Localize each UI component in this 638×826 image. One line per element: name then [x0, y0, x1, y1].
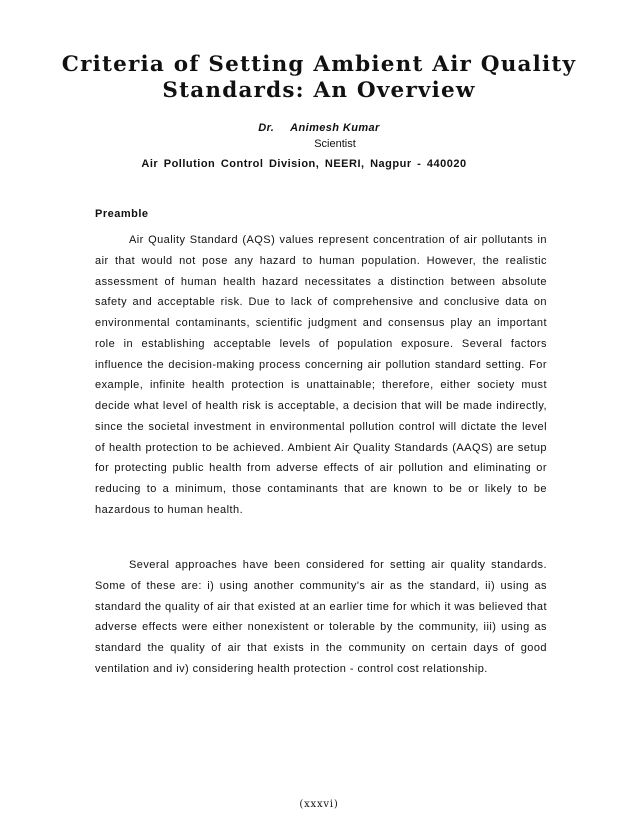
page-number: (xxxvi) [299, 799, 339, 810]
author-prefix: Dr. [258, 122, 275, 134]
author-role: Scientist [314, 138, 356, 150]
document-title: Criteria of Setting Ambient Air Quality Standards: An Overview [61, 52, 577, 103]
section-heading-preamble: Preamble [95, 208, 149, 220]
body-paragraph: Several approaches have been considered for setting air quality standards. Some of these are: i) using another community's air as the standard, ii) using as standard the quality of air that existed at an earlier time for which it was believed that adverse effects were either nonexistent or tolerable by the community, iii) using as standard the quality of air that exists in the community on certain days of good ventilation and iv) considering health protection - control cost relationship. [95, 559, 547, 675]
author-name: Animesh Kumar [290, 122, 380, 134]
affiliation: Air Pollution Control Division, NEERI, Nagpur - 440020 [141, 158, 467, 170]
body-paragraph: Air Quality Standard (AQS) values represent concentration of air pollutants in air that would not pose any hazard to human population. However, the realistic assessment of human health hazard necessitates a distinction between absolute safety and acceptable risk. Due to lack of comprehensive and conclusive data on environmental contaminants, scientific judgment and consensus play an important role in establishing acceptable levels of population exposure. Several factors influence the decision-making process concerning air pollution standard setting. For example, infinite health protection is unattainable; therefore, either society must decide what level of health risk is acceptable, a decision that will be made indirectly, since the societal investment in environmental pollution control will dictate the level of health protection to be achieved. Ambient Air Quality Standards (AAQS) are setup for protecting public health from adverse effects of air pollution and eliminating or reducing to a minimum, those contaminants that are known to be or likely to be hazardous to human health. [95, 234, 547, 516]
author-name-line [0, 121, 638, 135]
